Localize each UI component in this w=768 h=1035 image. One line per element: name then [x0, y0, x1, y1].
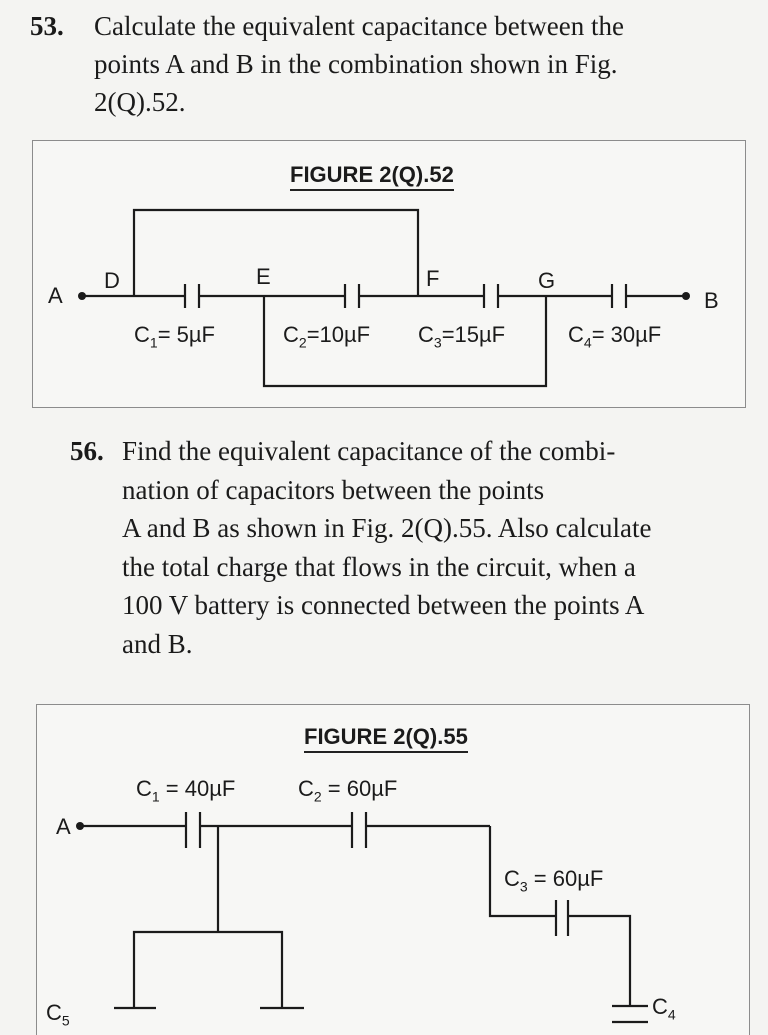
node-e: E	[256, 264, 271, 289]
question-text-line: and B.	[122, 628, 193, 659]
capacitor-c3-label: $C_3 = 60\mu F$	[504, 866, 604, 895]
question-text-line: Find the equivalent capacitance of the combi-	[122, 436, 616, 466]
node-g: G	[538, 268, 556, 293]
node-f: F	[426, 266, 440, 291]
question-text-line: A and B as shown in Fig. 2(Q).55. Also calculate	[122, 513, 652, 543]
question-number: 53.	[30, 11, 64, 41]
capacitor-c4-label: $C_4$	[652, 994, 676, 1023]
question-text-line: nation of capacitors between the points	[122, 474, 545, 505]
capacitor-c3-label: $C_3=15\mu F$	[418, 322, 506, 351]
node-b: B	[704, 288, 719, 313]
capacitor-c1-label: $C_1= 5\mu F$	[134, 322, 215, 351]
node-a: A	[56, 814, 71, 839]
node-a: A	[48, 283, 63, 308]
capacitor-c1-label: $C_1 = 40\mu F$	[136, 776, 236, 805]
capacitor-c2-label: $C_2 = 60\mu F$	[298, 776, 398, 805]
question-text-line: 100 V battery is connected between the points A	[122, 590, 645, 620]
figure-55-title: FIGURE 2(Q).55	[304, 724, 468, 753]
question-number: 56.	[70, 436, 104, 466]
capacitor-c2-label: $C_2=10\mu F$	[283, 322, 371, 351]
question-text-line: the total charge that flows in the circuit, when a	[122, 551, 636, 582]
question-text-line: points A and B in the combination shown in Fig.	[94, 49, 618, 79]
question-text-line: 2(Q).52.	[94, 87, 186, 117]
node-d: D	[104, 268, 120, 293]
question-text-line: Calculate the equivalent capacitance between the	[94, 11, 624, 41]
capacitor-c4-label: $C_4= 30\mu F$	[568, 322, 662, 351]
capacitor-c5-label: $C_5$	[46, 1000, 70, 1029]
figure-52-title: FIGURE 2(Q).52	[290, 162, 454, 191]
terminal-a-dot	[76, 822, 84, 830]
